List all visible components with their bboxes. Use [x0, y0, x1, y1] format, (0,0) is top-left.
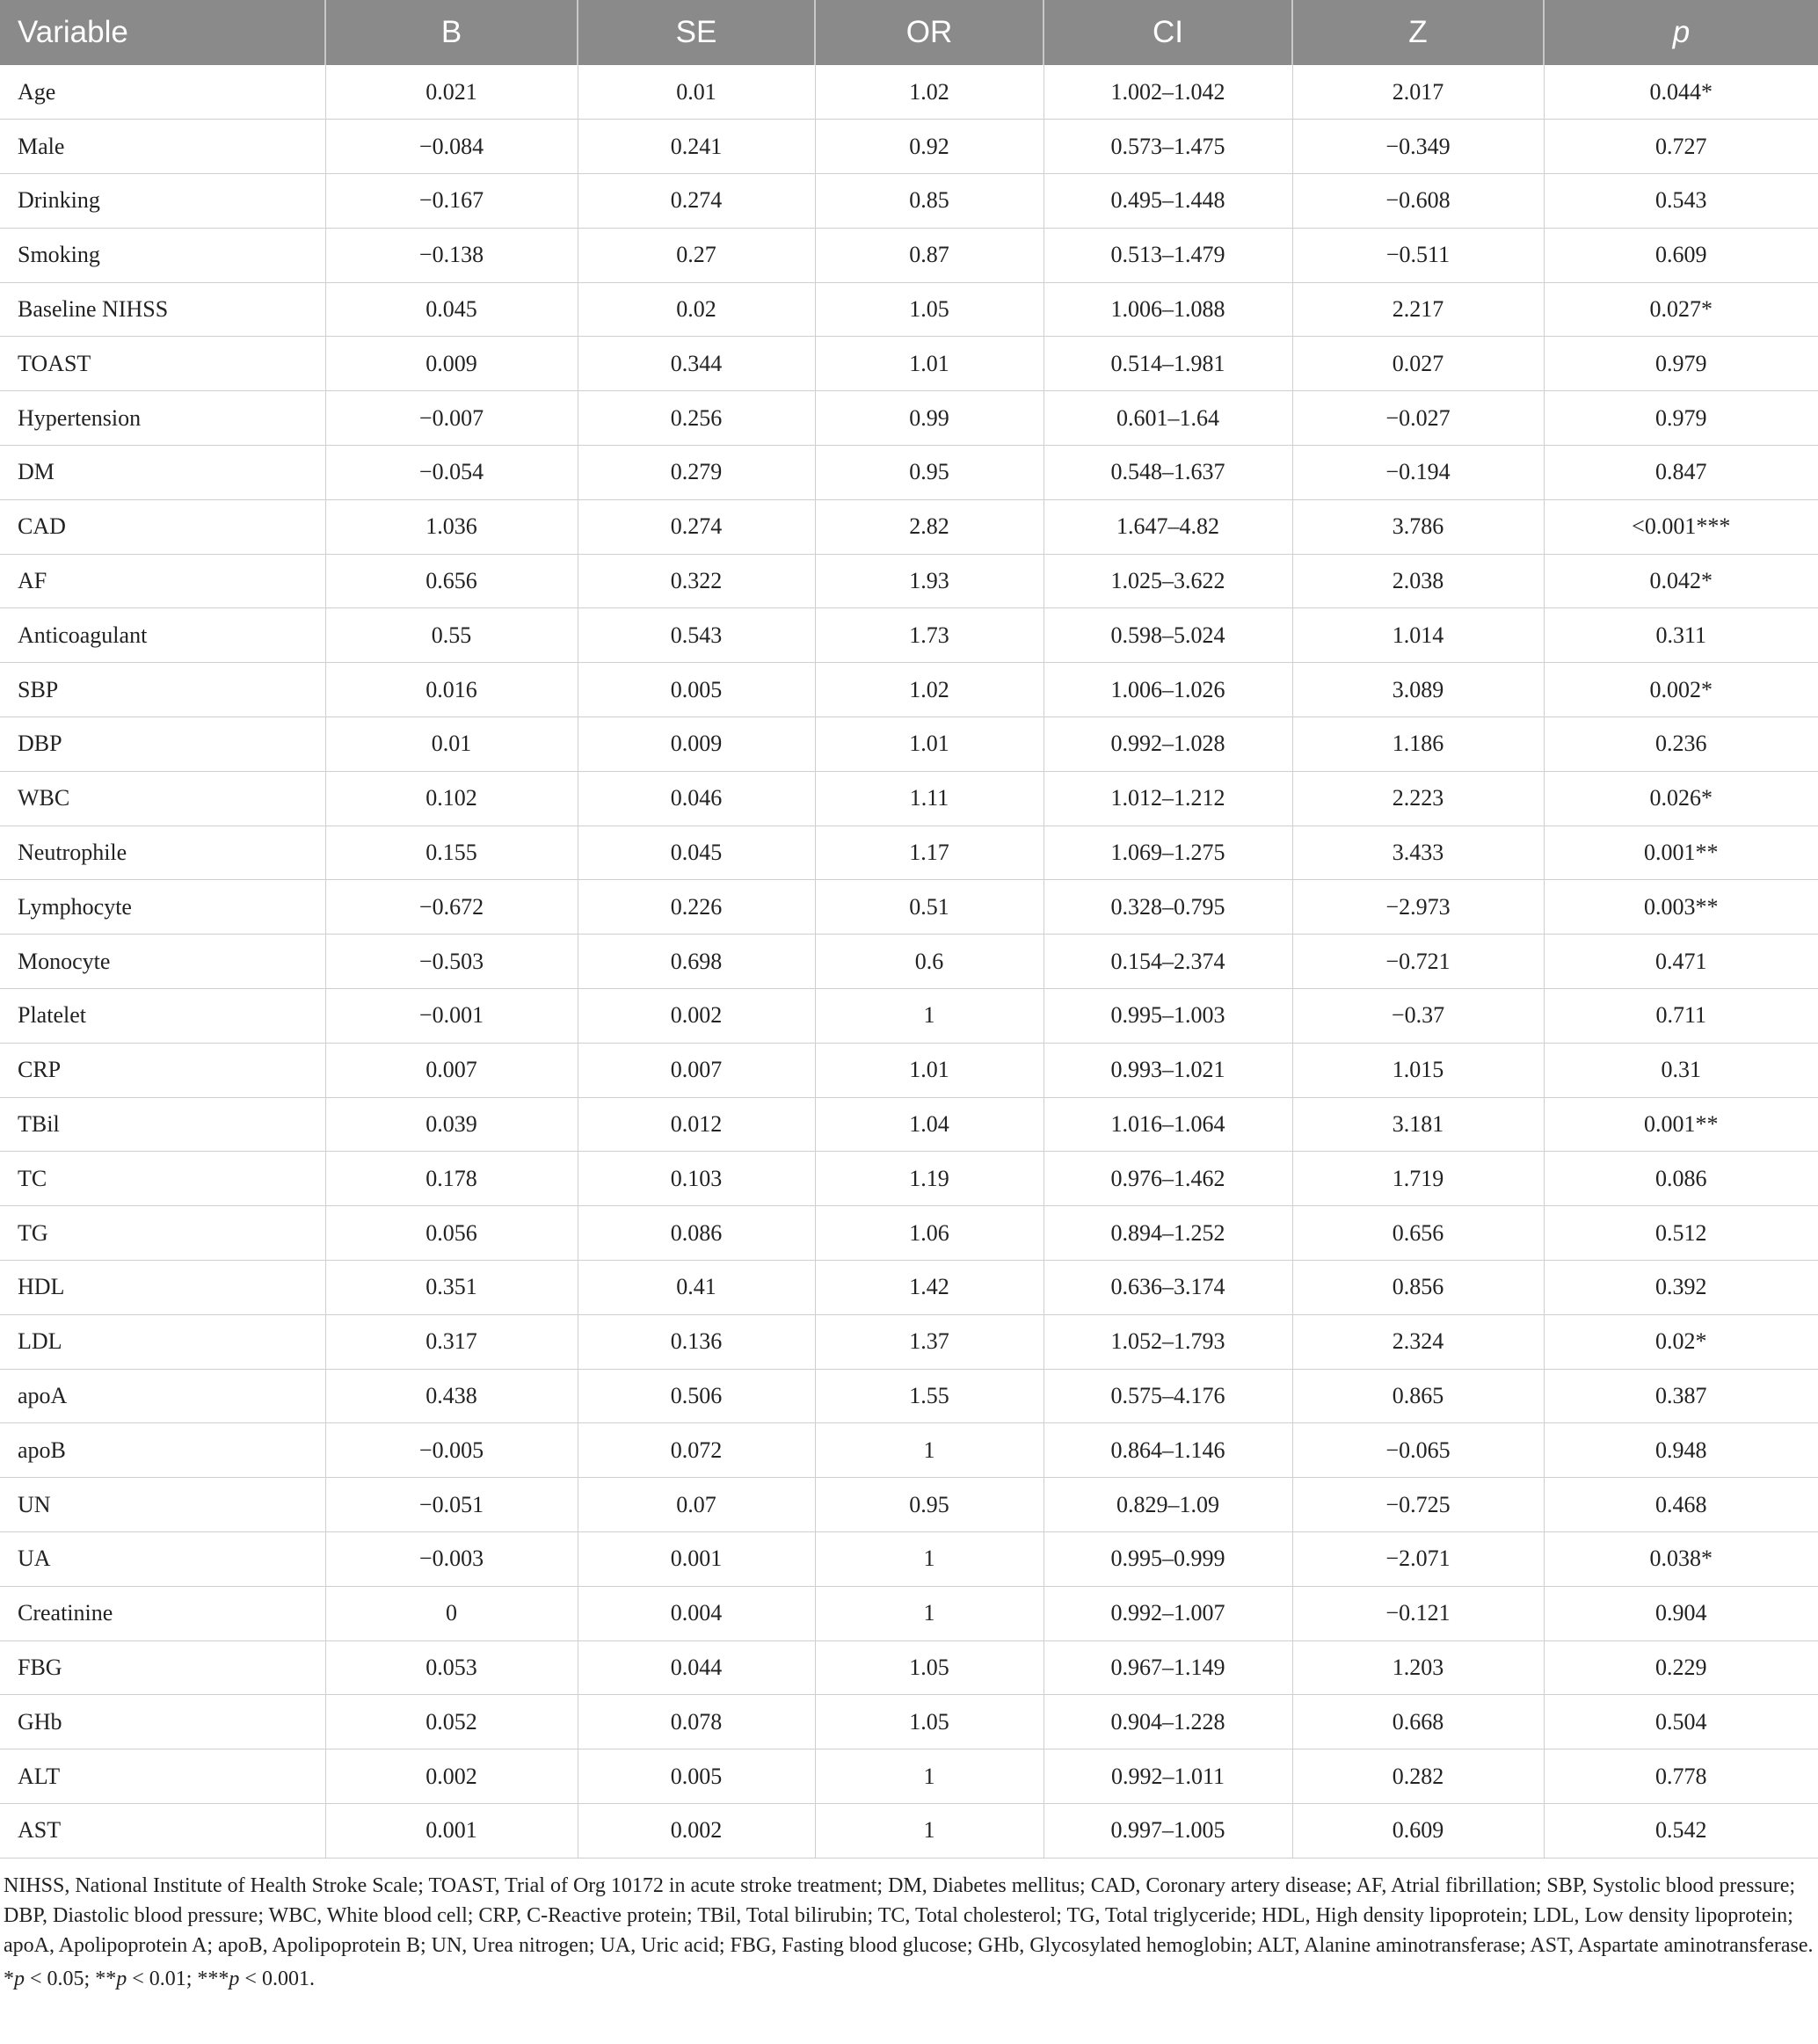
- se-cell: 0.274: [578, 499, 815, 554]
- header-row: [0, 0, 1818, 65]
- se-cell: 0.256: [578, 391, 815, 446]
- column-header-variable: Variable: [0, 0, 325, 65]
- p-cell: 0.387: [1544, 1369, 1818, 1423]
- ci-cell: 0.995–1.003: [1044, 989, 1292, 1044]
- b-cell: 0.002: [325, 1749, 578, 1804]
- p-cell: 0.003**: [1544, 880, 1818, 935]
- table-row: [0, 65, 1818, 120]
- table-row: [0, 1640, 1818, 1695]
- z-cell: 1.186: [1292, 717, 1544, 772]
- p-cell: 0.711: [1544, 989, 1818, 1044]
- se-cell: 0.279: [578, 446, 815, 500]
- variable-cell: TOAST: [0, 337, 325, 391]
- table-row: [0, 1423, 1818, 1478]
- p-cell: 0.044*: [1544, 65, 1818, 120]
- significance-note: [0, 1960, 1818, 1994]
- table-row: [0, 282, 1818, 337]
- z-cell: 0.027: [1292, 337, 1544, 391]
- ci-cell: 0.992–1.011: [1044, 1749, 1292, 1804]
- table-row: [0, 1152, 1818, 1206]
- variable-cell: apoB: [0, 1423, 325, 1478]
- p-cell: 0.229: [1544, 1640, 1818, 1695]
- z-cell: 2.217: [1292, 282, 1544, 337]
- z-cell: 2.038: [1292, 554, 1544, 608]
- or-cell: 1.01: [815, 337, 1044, 391]
- p-cell: 0.236: [1544, 717, 1818, 772]
- se-cell: 0.005: [578, 1749, 815, 1804]
- ci-cell: 1.052–1.793: [1044, 1314, 1292, 1369]
- variable-cell: HDL: [0, 1261, 325, 1315]
- se-cell: 0.506: [578, 1369, 815, 1423]
- p-cell: <0.001***: [1544, 499, 1818, 554]
- se-cell: 0.012: [578, 1097, 815, 1152]
- p-cell: 0.001**: [1544, 826, 1818, 880]
- table-row: [0, 174, 1818, 229]
- se-cell: 0.045: [578, 826, 815, 880]
- p-cell: 0.979: [1544, 391, 1818, 446]
- variable-cell: Hypertension: [0, 391, 325, 446]
- z-cell: 1.719: [1292, 1152, 1544, 1206]
- or-cell: 1.55: [815, 1369, 1044, 1423]
- variable-cell: FBG: [0, 1640, 325, 1695]
- b-cell: −0.084: [325, 120, 578, 174]
- b-cell: −0.138: [325, 228, 578, 282]
- b-cell: 0.351: [325, 1261, 578, 1315]
- se-cell: 0.543: [578, 608, 815, 663]
- b-cell: −0.005: [325, 1423, 578, 1478]
- b-cell: 0.55: [325, 608, 578, 663]
- or-cell: 1.37: [815, 1314, 1044, 1369]
- p-cell: 0.31: [1544, 1043, 1818, 1097]
- z-cell: 2.223: [1292, 771, 1544, 826]
- b-cell: 1.036: [325, 499, 578, 554]
- variable-cell: Platelet: [0, 989, 325, 1044]
- p-cell: 0.471: [1544, 935, 1818, 989]
- p-cell: 0.948: [1544, 1423, 1818, 1478]
- z-cell: 1.015: [1292, 1043, 1544, 1097]
- table-header: [0, 0, 1818, 65]
- table-row: [0, 1478, 1818, 1532]
- or-cell: 1.05: [815, 1640, 1044, 1695]
- z-cell: 0.609: [1292, 1804, 1544, 1859]
- table-row: [0, 989, 1818, 1044]
- p-cell: 0.001**: [1544, 1097, 1818, 1152]
- table-row: [0, 446, 1818, 500]
- sig-3-p: p: [229, 1967, 240, 1990]
- b-cell: 0.016: [325, 663, 578, 717]
- or-cell: 1.01: [815, 1043, 1044, 1097]
- z-cell: −2.973: [1292, 880, 1544, 935]
- table-row: [0, 1586, 1818, 1640]
- variable-cell: AST: [0, 1804, 325, 1859]
- b-cell: 0.155: [325, 826, 578, 880]
- or-cell: 1.11: [815, 771, 1044, 826]
- z-cell: −0.065: [1292, 1423, 1544, 1478]
- ci-cell: 0.575–4.176: [1044, 1369, 1292, 1423]
- p-cell: 0.392: [1544, 1261, 1818, 1315]
- ci-cell: 1.006–1.088: [1044, 282, 1292, 337]
- p-cell: 0.727: [1544, 120, 1818, 174]
- se-cell: 0.078: [578, 1695, 815, 1749]
- p-cell: 0.026*: [1544, 771, 1818, 826]
- table-row: [0, 608, 1818, 663]
- p-cell: 0.002*: [1544, 663, 1818, 717]
- variable-cell: Age: [0, 65, 325, 120]
- z-cell: −0.121: [1292, 1586, 1544, 1640]
- or-cell: 1.17: [815, 826, 1044, 880]
- se-cell: 0.005: [578, 663, 815, 717]
- z-cell: −0.349: [1292, 120, 1544, 174]
- variable-cell: Lymphocyte: [0, 880, 325, 935]
- ci-cell: 0.513–1.479: [1044, 228, 1292, 282]
- variable-cell: UN: [0, 1478, 325, 1532]
- ci-cell: 0.598–5.024: [1044, 608, 1292, 663]
- z-cell: −0.194: [1292, 446, 1544, 500]
- z-cell: 0.668: [1292, 1695, 1544, 1749]
- z-cell: 0.656: [1292, 1206, 1544, 1261]
- table-row: [0, 1206, 1818, 1261]
- z-cell: −0.511: [1292, 228, 1544, 282]
- se-cell: 0.01: [578, 65, 815, 120]
- ci-cell: 0.829–1.09: [1044, 1478, 1292, 1532]
- variable-cell: LDL: [0, 1314, 325, 1369]
- or-cell: 1.02: [815, 663, 1044, 717]
- se-cell: 0.136: [578, 1314, 815, 1369]
- b-cell: 0.656: [325, 554, 578, 608]
- se-cell: 0.41: [578, 1261, 815, 1315]
- ci-cell: 0.601–1.64: [1044, 391, 1292, 446]
- ci-cell: 0.636–3.174: [1044, 1261, 1292, 1315]
- variable-cell: Anticoagulant: [0, 608, 325, 663]
- z-cell: 1.203: [1292, 1640, 1544, 1695]
- variable-cell: CAD: [0, 499, 325, 554]
- b-cell: −0.003: [325, 1532, 578, 1587]
- or-cell: 1: [815, 1586, 1044, 1640]
- or-cell: 1.42: [815, 1261, 1044, 1315]
- p-cell: 0.504: [1544, 1695, 1818, 1749]
- p-cell: 0.027*: [1544, 282, 1818, 337]
- table-row: [0, 1043, 1818, 1097]
- variable-cell: Male: [0, 120, 325, 174]
- variable-cell: CRP: [0, 1043, 325, 1097]
- ci-cell: 0.548–1.637: [1044, 446, 1292, 500]
- ci-cell: 1.025–3.622: [1044, 554, 1292, 608]
- variable-cell: Monocyte: [0, 935, 325, 989]
- table-row: [0, 228, 1818, 282]
- variable-cell: apoA: [0, 1369, 325, 1423]
- or-cell: 1.19: [815, 1152, 1044, 1206]
- variable-cell: TG: [0, 1206, 325, 1261]
- or-cell: 0.85: [815, 174, 1044, 229]
- ci-cell: 1.016–1.064: [1044, 1097, 1292, 1152]
- ci-cell: 1.012–1.212: [1044, 771, 1292, 826]
- p-cell: 0.311: [1544, 608, 1818, 663]
- z-cell: 3.786: [1292, 499, 1544, 554]
- b-cell: −0.672: [325, 880, 578, 935]
- b-cell: 0.438: [325, 1369, 578, 1423]
- table-row: [0, 1695, 1818, 1749]
- se-cell: 0.322: [578, 554, 815, 608]
- se-cell: 0.27: [578, 228, 815, 282]
- z-cell: 2.324: [1292, 1314, 1544, 1369]
- se-cell: 0.103: [578, 1152, 815, 1206]
- z-cell: 3.433: [1292, 826, 1544, 880]
- ci-cell: 0.995–0.999: [1044, 1532, 1292, 1587]
- se-cell: 0.002: [578, 989, 815, 1044]
- ci-cell: 0.154–2.374: [1044, 935, 1292, 989]
- b-cell: 0.053: [325, 1640, 578, 1695]
- ci-cell: 1.647–4.82: [1044, 499, 1292, 554]
- or-cell: 2.82: [815, 499, 1044, 554]
- or-cell: 1.93: [815, 554, 1044, 608]
- ci-cell: 0.993–1.021: [1044, 1043, 1292, 1097]
- sig-1-p: p: [14, 1967, 25, 1990]
- ci-cell: 0.573–1.475: [1044, 120, 1292, 174]
- table-row: [0, 1097, 1818, 1152]
- z-cell: −0.37: [1292, 989, 1544, 1044]
- ci-cell: 1.002–1.042: [1044, 65, 1292, 120]
- z-cell: 0.865: [1292, 1369, 1544, 1423]
- sig-2-rest: < 0.01;: [127, 1967, 198, 1990]
- se-cell: 0.086: [578, 1206, 815, 1261]
- se-cell: 0.07: [578, 1478, 815, 1532]
- ci-cell: 0.514–1.981: [1044, 337, 1292, 391]
- table-row: [0, 1261, 1818, 1315]
- variable-cell: UA: [0, 1532, 325, 1587]
- or-cell: 1: [815, 1749, 1044, 1804]
- b-cell: −0.001: [325, 989, 578, 1044]
- z-cell: −0.725: [1292, 1478, 1544, 1532]
- or-cell: 1: [815, 1423, 1044, 1478]
- sig-2-p: p: [116, 1967, 127, 1990]
- variable-cell: TC: [0, 1152, 325, 1206]
- table-row: [0, 1749, 1818, 1804]
- variable-cell: Drinking: [0, 174, 325, 229]
- table-row: [0, 499, 1818, 554]
- table-row: [0, 554, 1818, 608]
- or-cell: 0.95: [815, 446, 1044, 500]
- variable-cell: Baseline NIHSS: [0, 282, 325, 337]
- table-row: [0, 935, 1818, 989]
- table-row: [0, 663, 1818, 717]
- ci-cell: 0.328–0.795: [1044, 880, 1292, 935]
- ci-cell: 1.069–1.275: [1044, 826, 1292, 880]
- se-cell: 0.226: [578, 880, 815, 935]
- table-row: [0, 826, 1818, 880]
- table-row: [0, 1314, 1818, 1369]
- se-cell: 0.007: [578, 1043, 815, 1097]
- se-cell: 0.004: [578, 1586, 815, 1640]
- or-cell: 1.05: [815, 1695, 1044, 1749]
- table-row: [0, 1532, 1818, 1587]
- variable-cell: Creatinine: [0, 1586, 325, 1640]
- or-cell: 0.99: [815, 391, 1044, 446]
- p-cell: 0.979: [1544, 337, 1818, 391]
- ci-cell: 0.495–1.448: [1044, 174, 1292, 229]
- or-cell: 1.06: [815, 1206, 1044, 1261]
- column-header-b: B: [325, 0, 578, 65]
- z-cell: 0.856: [1292, 1261, 1544, 1315]
- ci-cell: 0.864–1.146: [1044, 1423, 1292, 1478]
- variable-cell: WBC: [0, 771, 325, 826]
- column-header-p: p: [1672, 15, 1691, 49]
- z-cell: −0.608: [1292, 174, 1544, 229]
- variable-cell: DBP: [0, 717, 325, 772]
- column-header-se: SE: [578, 0, 815, 65]
- sig-1-prefix: *: [4, 1967, 14, 1990]
- ci-cell: 0.997–1.005: [1044, 1804, 1292, 1859]
- se-cell: 0.002: [578, 1804, 815, 1859]
- abbreviation-footnote: NIHSS, National Institute of Health Stroke Scale; TOAST, Trial of Org 10172 in acute stroke treatment; DM, Diabetes mellitus; CAD, Coronary artery disease; AF, Atrial fibrillation; SBP, Systolic blood pressure; DBP, Diastolic blood pressure; WBC, White blood cell; CRP, C-Reactive protein; TBil, Total bilirubin; TC, Total cholesterol; TG, Total triglyceride; HDL, High density lipoprotein; LDL, Low density lipoprotein; apoA, Apolipoprotein A; apoB, Apolipoprotein B; UN, Urea nitrogen; UA, Uric acid; FBG, Fasting blood glucose; GHb, Glycosylated hemoglobin; ALT, Alanine aminotransferase; AST, Aspartate aminotransferase.: [4, 1873, 1814, 1957]
- sig-1-rest: < 0.05;: [25, 1967, 96, 1990]
- b-cell: 0.007: [325, 1043, 578, 1097]
- z-cell: −0.721: [1292, 935, 1544, 989]
- or-cell: 1.05: [815, 282, 1044, 337]
- b-cell: 0.039: [325, 1097, 578, 1152]
- z-cell: 3.181: [1292, 1097, 1544, 1152]
- b-cell: 0.056: [325, 1206, 578, 1261]
- table-row: [0, 1369, 1818, 1423]
- p-cell: 0.512: [1544, 1206, 1818, 1261]
- se-cell: 0.009: [578, 717, 815, 772]
- b-cell: 0.021: [325, 65, 578, 120]
- table-row: [0, 391, 1818, 446]
- or-cell: 0.87: [815, 228, 1044, 282]
- p-cell: 0.847: [1544, 446, 1818, 500]
- variable-cell: Neutrophile: [0, 826, 325, 880]
- table-row: [0, 771, 1818, 826]
- p-cell: 0.02*: [1544, 1314, 1818, 1369]
- ci-cell: 0.967–1.149: [1044, 1640, 1292, 1695]
- table-row: [0, 1804, 1818, 1859]
- variable-cell: TBil: [0, 1097, 325, 1152]
- b-cell: −0.167: [325, 174, 578, 229]
- ci-cell: 0.904–1.228: [1044, 1695, 1292, 1749]
- b-cell: 0.102: [325, 771, 578, 826]
- variable-cell: SBP: [0, 663, 325, 717]
- b-cell: 0.001: [325, 1804, 578, 1859]
- sig-2-prefix: **: [95, 1967, 117, 1990]
- table-row: [0, 717, 1818, 772]
- b-cell: 0.178: [325, 1152, 578, 1206]
- z-cell: 3.089: [1292, 663, 1544, 717]
- b-cell: −0.051: [325, 1478, 578, 1532]
- ci-cell: 1.006–1.026: [1044, 663, 1292, 717]
- ci-cell: 0.992–1.028: [1044, 717, 1292, 772]
- or-cell: 1: [815, 1804, 1044, 1859]
- column-header-ci: CI: [1044, 0, 1292, 65]
- b-cell: 0: [325, 1586, 578, 1640]
- p-cell: 0.042*: [1544, 554, 1818, 608]
- se-cell: 0.001: [578, 1532, 815, 1587]
- p-cell: 0.904: [1544, 1586, 1818, 1640]
- p-cell: 0.086: [1544, 1152, 1818, 1206]
- se-cell: 0.698: [578, 935, 815, 989]
- p-cell: 0.543: [1544, 174, 1818, 229]
- b-cell: 0.045: [325, 282, 578, 337]
- p-cell: 0.468: [1544, 1478, 1818, 1532]
- se-cell: 0.046: [578, 771, 815, 826]
- or-cell: 1.73: [815, 608, 1044, 663]
- b-cell: 0.317: [325, 1314, 578, 1369]
- table-row: [0, 120, 1818, 174]
- or-cell: 1: [815, 989, 1044, 1044]
- variable-cell: AF: [0, 554, 325, 608]
- sig-3-prefix: ***: [197, 1967, 229, 1990]
- b-cell: −0.054: [325, 446, 578, 500]
- b-cell: 0.009: [325, 337, 578, 391]
- or-cell: 1.01: [815, 717, 1044, 772]
- ci-cell: 0.992–1.007: [1044, 1586, 1292, 1640]
- or-cell: 0.6: [815, 935, 1044, 989]
- ci-cell: 0.894–1.252: [1044, 1206, 1292, 1261]
- table-row: [0, 880, 1818, 935]
- or-cell: 0.95: [815, 1478, 1044, 1532]
- z-cell: −2.071: [1292, 1532, 1544, 1587]
- se-cell: 0.072: [578, 1423, 815, 1478]
- p-cell: 0.609: [1544, 228, 1818, 282]
- se-cell: 0.02: [578, 282, 815, 337]
- z-cell: 0.282: [1292, 1749, 1544, 1804]
- or-cell: 0.92: [815, 120, 1044, 174]
- variable-cell: Smoking: [0, 228, 325, 282]
- z-cell: −0.027: [1292, 391, 1544, 446]
- column-header-z: Z: [1292, 0, 1544, 65]
- variable-cell: ALT: [0, 1749, 325, 1804]
- sig-3-rest: < 0.001.: [239, 1967, 315, 1990]
- or-cell: 1.04: [815, 1097, 1044, 1152]
- ci-cell: 0.976–1.462: [1044, 1152, 1292, 1206]
- column-header-or: OR: [815, 0, 1044, 65]
- b-cell: −0.007: [325, 391, 578, 446]
- table-row: [0, 337, 1818, 391]
- variable-cell: DM: [0, 446, 325, 500]
- p-cell: 0.778: [1544, 1749, 1818, 1804]
- p-cell: 0.542: [1544, 1804, 1818, 1859]
- or-cell: 1.02: [815, 65, 1044, 120]
- p-cell: 0.038*: [1544, 1532, 1818, 1587]
- b-cell: 0.052: [325, 1695, 578, 1749]
- b-cell: −0.503: [325, 935, 578, 989]
- se-cell: 0.344: [578, 337, 815, 391]
- se-cell: 0.241: [578, 120, 815, 174]
- z-cell: 2.017: [1292, 65, 1544, 120]
- z-cell: 1.014: [1292, 608, 1544, 663]
- or-cell: 0.51: [815, 880, 1044, 935]
- or-cell: 1: [815, 1532, 1044, 1587]
- b-cell: 0.01: [325, 717, 578, 772]
- se-cell: 0.274: [578, 174, 815, 229]
- table-body: [0, 65, 1818, 1858]
- se-cell: 0.044: [578, 1640, 815, 1695]
- variable-cell: GHb: [0, 1695, 325, 1749]
